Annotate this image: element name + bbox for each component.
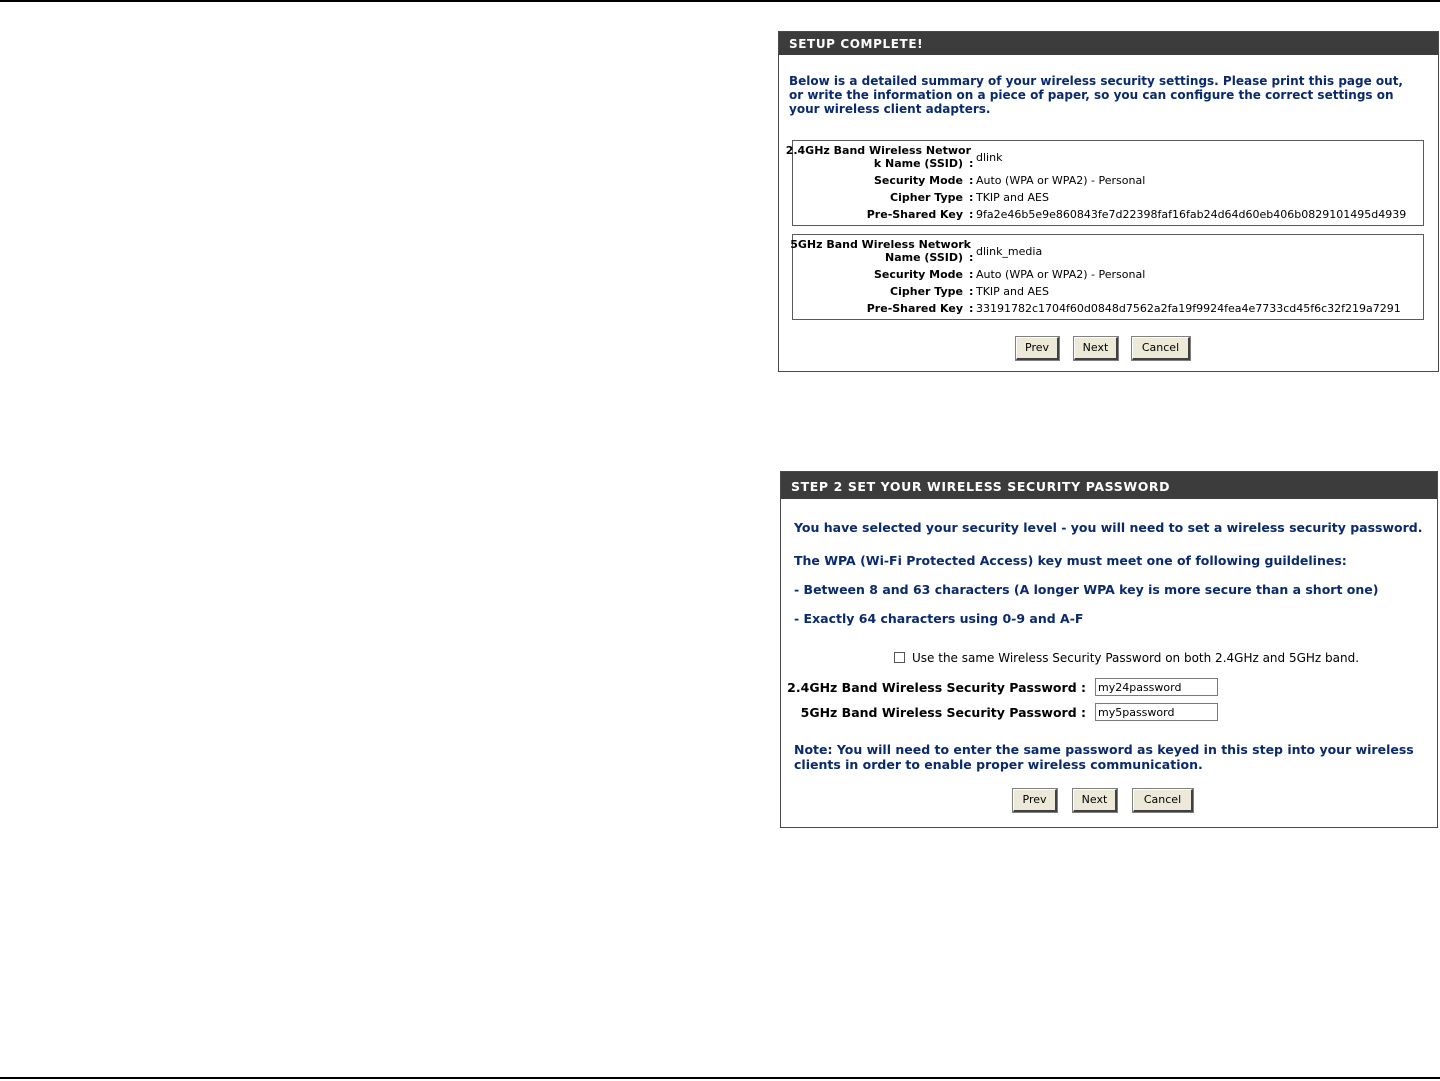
step2-note: Note: You will need to enter the same password as keyed in this step into your wireless clients in order to enable proper wireless communication. (794, 742, 1414, 772)
colon: : (969, 208, 974, 221)
step2-line-8-63: - Between 8 and 63 characters (A longer WPA key is more secure than a short one) (794, 582, 1379, 597)
step2-password-panel (780, 471, 1438, 828)
same-password-checkbox[interactable] (894, 652, 905, 663)
colon: : (969, 302, 974, 315)
psk-24-label: Pre-Shared Key (866, 208, 963, 221)
step2-line-64-hex: - Exactly 64 characters using 0-9 and A-F (794, 611, 1084, 626)
setup-complete-intro: Below is a detailed summary of your wireless security settings. Please print this page out, or write the information on a piece of paper, so you can configure the correct settings on your wireless client adapters. (789, 74, 1403, 116)
page-bottom-rule (0, 1077, 1440, 1079)
summary-box-24ghz (785, 140, 1424, 226)
ssid-5-label-line2: Name (SSID) (884, 251, 963, 264)
psk-5-value: 33191782c1704f60d0848d7562a2fa19f9924fea4e7733cd45f6c32f219a7291 (976, 302, 1401, 315)
step2-line-guidelines: The WPA (Wi-Fi Protected Access) key must meet one of following guildelines: (794, 553, 1347, 568)
pw5-input[interactable] (1095, 703, 1218, 721)
security-mode-24-value: Auto (WPA or WPA2) - Personal (976, 174, 1146, 187)
cipher-24-value: TKIP and AES (976, 191, 1049, 204)
security-mode-24-label: Security Mode (873, 174, 963, 187)
security-mode-5-label: Security Mode (873, 268, 963, 281)
colon: : (969, 251, 974, 264)
ssid-24-label-line2: k Name (SSID) (873, 157, 963, 170)
psk-5-label: Pre-Shared Key (866, 302, 963, 315)
setup-complete-panel (778, 31, 1439, 372)
pw24-input[interactable] (1095, 678, 1218, 696)
colon: : (969, 191, 974, 204)
cipher-5-value: TKIP and AES (976, 285, 1049, 298)
step2-title: STEP 2 SET YOUR WIRELESS SECURITY PASSWORD (781, 472, 1437, 499)
setup-complete-title: SETUP COMPLETE! (779, 32, 1438, 55)
next-button[interactable]: Next (1074, 337, 1118, 360)
ssid-24-value: dlink (976, 151, 1003, 164)
cipher-24-label: Cipher Type (890, 191, 963, 204)
ssid-5-value: dlink_media (976, 245, 1043, 258)
prev-button[interactable]: Prev (1016, 337, 1059, 360)
pw24-label: 2.4GHz Band Wireless Security Password : (787, 680, 1086, 695)
same-password-checkbox-label: Use the same Wireless Security Password on both 2.4GHz and 5GHz band. (912, 651, 1360, 665)
colon: : (969, 285, 974, 298)
page-top-rule (0, 0, 1440, 2)
psk-24-value: 9fa2e46b5e9e860843fe7d22398faf16fab24d64d60eb406b0829101495d4939 (976, 208, 1407, 221)
cancel-button[interactable]: Cancel (1133, 789, 1193, 812)
step2-line-selected-level: You have selected your security level - you will need to set a wireless security password. (794, 520, 1423, 535)
ssid-5-label-line1: 5GHz Band Wireless Network (790, 238, 971, 251)
colon: : (969, 268, 974, 281)
next-button[interactable]: Next (1073, 789, 1117, 812)
security-mode-5-value: Auto (WPA or WPA2) - Personal (976, 268, 1146, 281)
summary-box-5ghz (792, 234, 1424, 320)
prev-button[interactable]: Prev (1013, 789, 1057, 812)
cancel-button[interactable]: Cancel (1132, 337, 1190, 360)
colon: : (969, 157, 974, 170)
pw5-label: 5GHz Band Wireless Security Password : (800, 705, 1086, 720)
ssid-24-label-line1: 2.4GHz Band Wireless Networ (785, 144, 971, 157)
cipher-5-label: Cipher Type (890, 285, 963, 298)
colon: : (969, 174, 974, 187)
